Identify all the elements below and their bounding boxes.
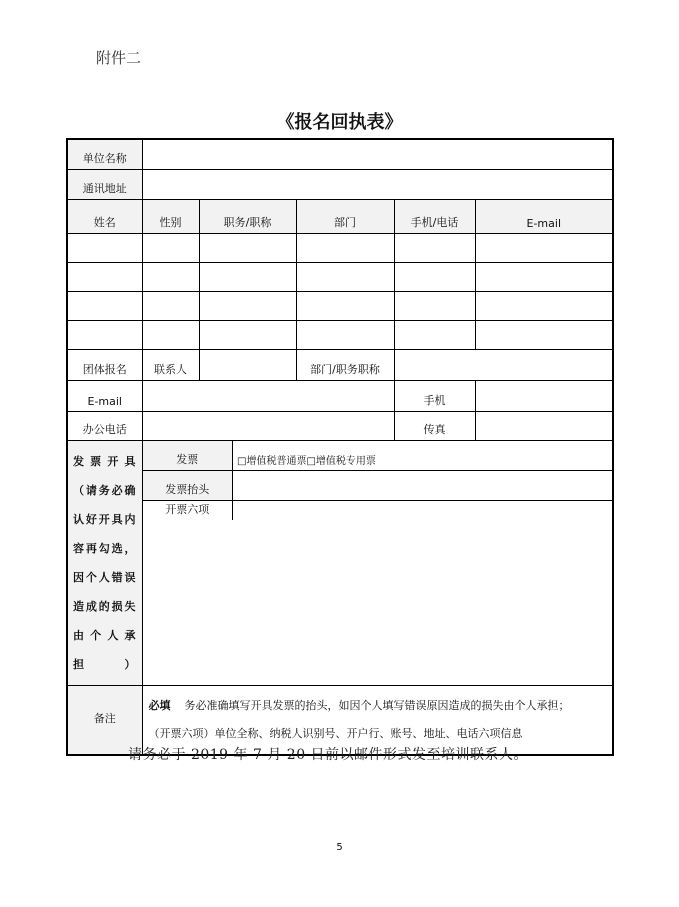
gender-cell[interactable] xyxy=(142,320,199,349)
department-cell[interactable] xyxy=(296,291,394,320)
table-row xyxy=(67,291,613,320)
office-phone-field[interactable] xyxy=(142,411,394,440)
name-cell[interactable] xyxy=(67,233,142,262)
notes-line1: 务必准确填写开具发票的抬头，如因个人填写错误原因造成的损失由个人承担； xyxy=(184,698,570,712)
phone-cell[interactable] xyxy=(394,320,475,349)
invoice-side-label: 发票开具（请务必确认好开具内容再勾选，因个人错误造成的损失由个人承担） xyxy=(67,440,142,685)
contact-person-field[interactable] xyxy=(199,349,296,380)
form-title: 《报名回执表》 xyxy=(276,112,403,133)
header-department: 部门 xyxy=(296,199,394,233)
header-gender: 性别 xyxy=(142,199,199,233)
gender-cell[interactable] xyxy=(142,291,199,320)
registration-form-table xyxy=(66,138,614,756)
dept-title-field[interactable] xyxy=(394,349,613,380)
fax-field[interactable] xyxy=(475,411,613,440)
email-cell[interactable] xyxy=(475,291,613,320)
department-cell[interactable] xyxy=(296,262,394,291)
page-number: 5 xyxy=(336,842,343,853)
header-email: E-mail xyxy=(475,199,613,233)
notes-label: 备注 xyxy=(67,685,142,755)
required-label: 必填 xyxy=(148,698,171,712)
header-phone: 手机/电话 xyxy=(394,199,475,233)
gender-cell[interactable] xyxy=(142,262,199,291)
mobile-field[interactable] xyxy=(475,380,613,411)
department-cell[interactable] xyxy=(296,320,394,349)
title-cell[interactable] xyxy=(199,262,296,291)
gender-cell[interactable] xyxy=(142,233,199,262)
invoice-header-label: 发票抬头 xyxy=(143,471,233,501)
table-row xyxy=(67,320,613,349)
six-items-field[interactable] xyxy=(233,501,613,521)
department-cell[interactable] xyxy=(296,233,394,262)
special-invoice-checkbox[interactable]: □增值税专用票 xyxy=(306,456,376,467)
title-cell[interactable] xyxy=(199,320,296,349)
contact-person-label: 联系人 xyxy=(142,349,199,380)
email-cell[interactable] xyxy=(475,262,613,291)
table-row xyxy=(67,262,613,291)
address-label: 通讯地址 xyxy=(67,169,142,199)
six-items-label: 开票六项 xyxy=(143,501,233,521)
table-row xyxy=(67,233,613,262)
fax-label: 传真 xyxy=(394,411,475,440)
email-cell[interactable] xyxy=(475,233,613,262)
phone-cell[interactable] xyxy=(394,233,475,262)
header-name: 姓名 xyxy=(67,199,142,233)
attachment-label: 附件二 xyxy=(96,49,142,67)
invoice-label: 发票 xyxy=(143,441,233,471)
normal-invoice-checkbox[interactable]: □增值税普通票 xyxy=(237,456,307,467)
group-email-field[interactable] xyxy=(142,380,394,411)
email-cell[interactable] xyxy=(475,320,613,349)
name-cell[interactable] xyxy=(67,262,142,291)
title-cell[interactable] xyxy=(199,291,296,320)
header-title: 职务/职称 xyxy=(199,199,296,233)
unit-name-field[interactable] xyxy=(142,139,613,169)
name-cell[interactable] xyxy=(67,291,142,320)
group-registration-label: 团体报名 xyxy=(67,349,142,380)
name-cell[interactable] xyxy=(67,320,142,349)
phone-cell[interactable] xyxy=(394,262,475,291)
mobile-label: 手机 xyxy=(394,380,475,411)
group-email-label: E-mail xyxy=(67,380,142,411)
title-cell[interactable] xyxy=(199,233,296,262)
unit-name-label: 单位名称 xyxy=(67,139,142,169)
dept-title-label: 部门/职务职称 xyxy=(296,349,394,380)
address-field[interactable] xyxy=(142,169,613,199)
office-phone-label: 办公电话 xyxy=(67,411,142,440)
invoice-subtable xyxy=(143,441,613,521)
footer-note: 请务必于 2019 年 7 月 20 日前以邮件形式发至培训联系人。 xyxy=(128,747,529,763)
notes-line2: （开票六项）单位全称、纳税人识别号、开户行、账号、地址、电话六项信息 xyxy=(148,726,523,740)
phone-cell[interactable] xyxy=(394,291,475,320)
invoice-header-field[interactable] xyxy=(233,471,613,501)
